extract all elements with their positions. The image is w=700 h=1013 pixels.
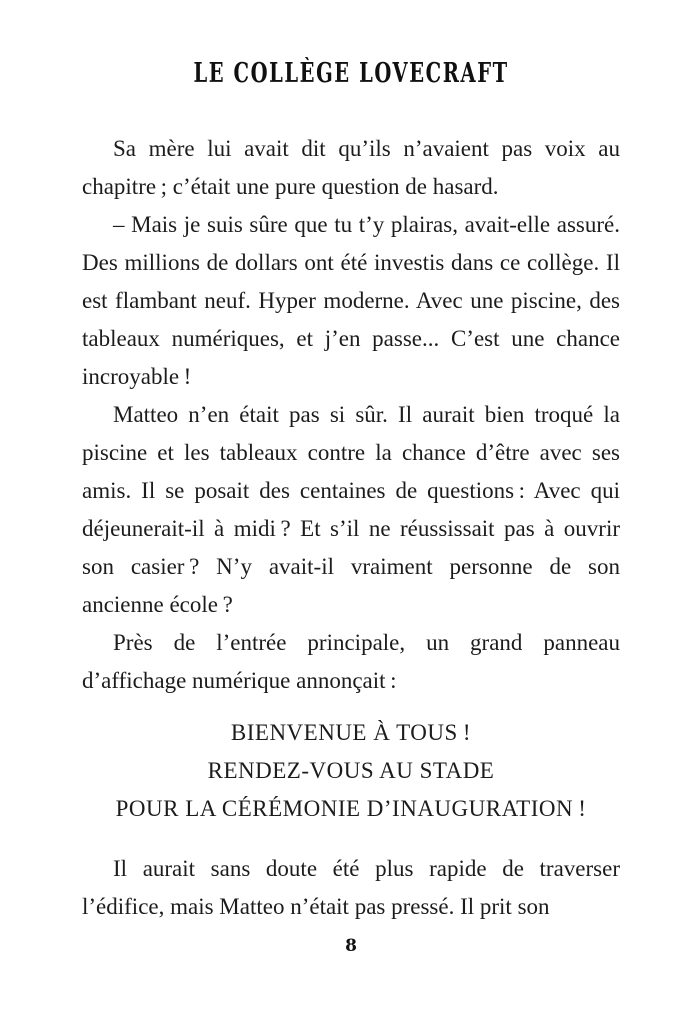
announcement-line: POUR LA CÉRÉMONIE D’INAUGURATION ! — [115, 796, 587, 821]
paragraph-dialogue: – Mais je suis sûre que tu t’y plairas, avait-elle assuré. Des millions de dollars ont été investis dans ce collège. Il est flambant neuf. Hyper moderne. Avec une piscine, des tableaux numériques, et j’en passe... C’est une chance incroyable ! — [82, 212, 620, 389]
paragraph: Sa mère lui avait dit qu’ils n’avaient pas voix au chapitre ; c’était une pure question de hasard. — [82, 136, 620, 199]
announcement-line: RENDEZ-VOUS AU STADE — [207, 758, 495, 783]
announcement-block — [82, 714, 620, 828]
paragraph: Près de l’entrée principale, un grand panneau d’affichage numérique annonçait : — [82, 630, 620, 693]
paragraph: Matteo n’en était pas si sûr. Il aurait bien troqué la piscine et les tableaux contre la chance d’être avec ses amis. Il se posait des centaines de questions : Avec qui déjeunerait-il à midi ? Et s’il ne réussissait pas à ouvrir son casier ? N’y avait-il vraiment personne de son ancienne école ? — [82, 402, 620, 617]
running-head — [82, 57, 620, 89]
book-title: LE COLLÈGE LOVECRAFT — [193, 57, 509, 89]
announcement-line: BIENVENUE À TOUS ! — [230, 720, 472, 745]
paragraph: Il aurait sans doute été plus rapide de traverser l’édifice, mais Matteo n’était pas pressé. Il prit son — [82, 856, 620, 919]
page-number: 8 — [345, 936, 357, 956]
page-body — [82, 130, 620, 926]
